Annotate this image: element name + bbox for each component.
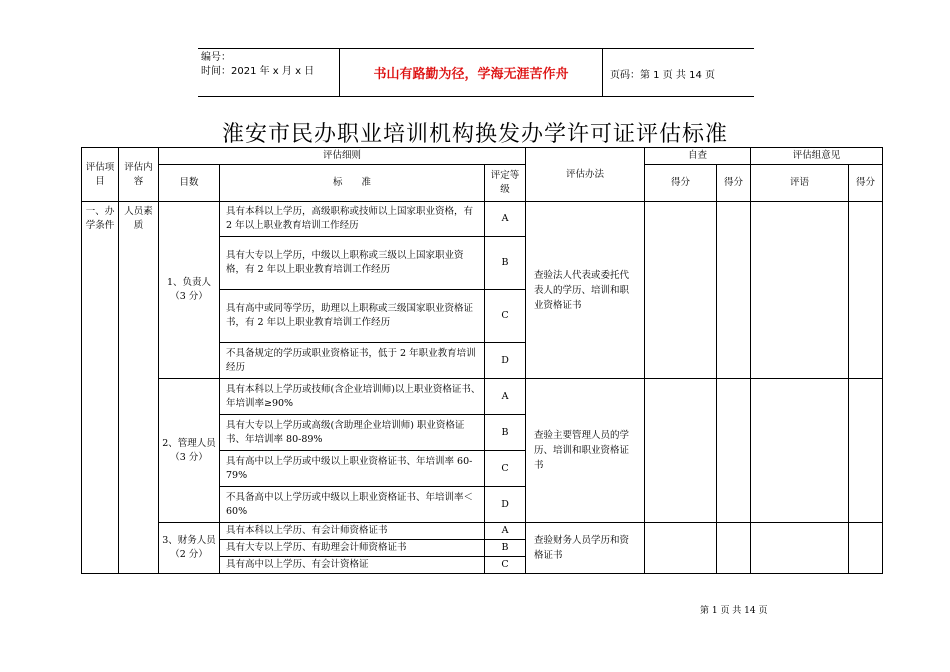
time-label: 时间：2021 年 x 月 x 日 — [201, 66, 315, 77]
header-self-score: 得分 — [645, 165, 717, 202]
standard-cell: 具有高中以上学历、有会计资格证 — [220, 557, 485, 574]
header-group-points: 得分 — [849, 165, 883, 202]
grade-cell: C — [485, 451, 526, 487]
motto: 书山有路勤为径，学海无涯苦作舟 — [339, 49, 603, 96]
number-label: 编号： — [201, 52, 231, 63]
item-cell: 一、办学条件 — [82, 202, 119, 574]
grade-cell: C — [485, 557, 526, 574]
comment-cell[interactable] — [751, 379, 849, 523]
category-cell: 2、管理人员（3 分） — [159, 379, 220, 523]
header-rules: 评估细则 — [159, 148, 526, 165]
group-points-cell[interactable] — [849, 379, 883, 523]
self-score-cell[interactable] — [645, 523, 717, 574]
page-footer: 第 1 页 共 14 页 — [700, 606, 768, 616]
method-cell: 查验财务人员学历和资格证书 — [526, 523, 645, 574]
standard-cell: 具有本科以上学历或技师(含企业培训师)以上职业资格证书、年培训率≥90% — [220, 379, 485, 415]
method-cell: 查验主要管理人员的学历、培训和职业资格证书 — [526, 379, 645, 523]
header-grade: 评定等级 — [485, 165, 526, 202]
page-info: 页码：第 1 页 共 14 页 — [610, 70, 715, 81]
standard-cell: 不具备规定的学历或职业资格证书，低于 2 年职业教育培训经历 — [220, 343, 485, 379]
grade-cell: C — [485, 290, 526, 343]
self-score-cell[interactable] — [645, 379, 717, 523]
self-score-cell[interactable] — [645, 202, 717, 379]
header-left — [201, 51, 314, 79]
evaluation-table — [81, 147, 883, 574]
grade-cell: D — [485, 487, 526, 523]
standard-cell: 具有高中以上学历或中级以上职业资格证书、年培训率 60-79% — [220, 451, 485, 487]
standard-cell: 具有大专以上学历或高级(含助理企业培训师) 职业资格证书、年培训率 80-89% — [220, 415, 485, 451]
grade-cell: B — [485, 540, 526, 557]
self-points-cell[interactable] — [717, 202, 751, 379]
grade-cell: D — [485, 343, 526, 379]
header-category: 目数 — [159, 165, 220, 202]
grade-cell: A — [485, 379, 526, 415]
category-cell: 1、负责人（3 分） — [159, 202, 220, 379]
category-cell: 3、财务人员（2 分） — [159, 523, 220, 574]
grade-cell: A — [485, 523, 526, 540]
header-group: 评估组意见 — [751, 148, 883, 165]
self-points-cell[interactable] — [717, 523, 751, 574]
header-method: 评估办法 — [526, 148, 645, 202]
header-self: 自查 — [645, 148, 751, 165]
header-self-points: 得分 — [717, 165, 751, 202]
comment-cell[interactable] — [751, 202, 849, 379]
content-cell: 人员素质 — [119, 202, 159, 574]
comment-cell[interactable] — [751, 523, 849, 574]
header-item: 评估项目 — [82, 148, 119, 202]
standard-cell: 具有本科以上学历、有会计师资格证书 — [220, 523, 485, 540]
grade-cell: B — [485, 415, 526, 451]
grade-cell: A — [485, 202, 526, 237]
standard-cell: 不具备高中以上学历或中级以上职业资格证书、年培训率＜60% — [220, 487, 485, 523]
standard-cell: 具有大专以上学历，中级以上职称或三级以上国家职业资格，有 2 年以上职业教育培训工作经历 — [220, 237, 485, 290]
group-points-cell[interactable] — [849, 202, 883, 379]
header-content: 评估内容 — [119, 148, 159, 202]
header-standard: 标 准 — [220, 165, 485, 202]
self-points-cell[interactable] — [717, 379, 751, 523]
method-cell: 查验法人代表或委托代表人的学历、培训和职业资格证书 — [526, 202, 645, 379]
group-points-cell[interactable] — [849, 523, 883, 574]
standard-cell: 具有大专以上学历、有助理会计师资格证书 — [220, 540, 485, 557]
header-comment: 评语 — [751, 165, 849, 202]
document-title: 淮安市民办职业培训机构换发办学许可证评估标准 — [221, 122, 728, 147]
standard-cell: 具有高中或同等学历，助理以上职称或三级国家职业资格证书，有 2 年以上职业教育培训工作经历 — [220, 290, 485, 343]
standard-cell: 具有本科以上学历，高级职称或技师以上国家职业资格，有 2 年以上职业教育培训工作经历 — [220, 202, 485, 237]
page-header — [198, 48, 754, 97]
grade-cell: B — [485, 237, 526, 290]
